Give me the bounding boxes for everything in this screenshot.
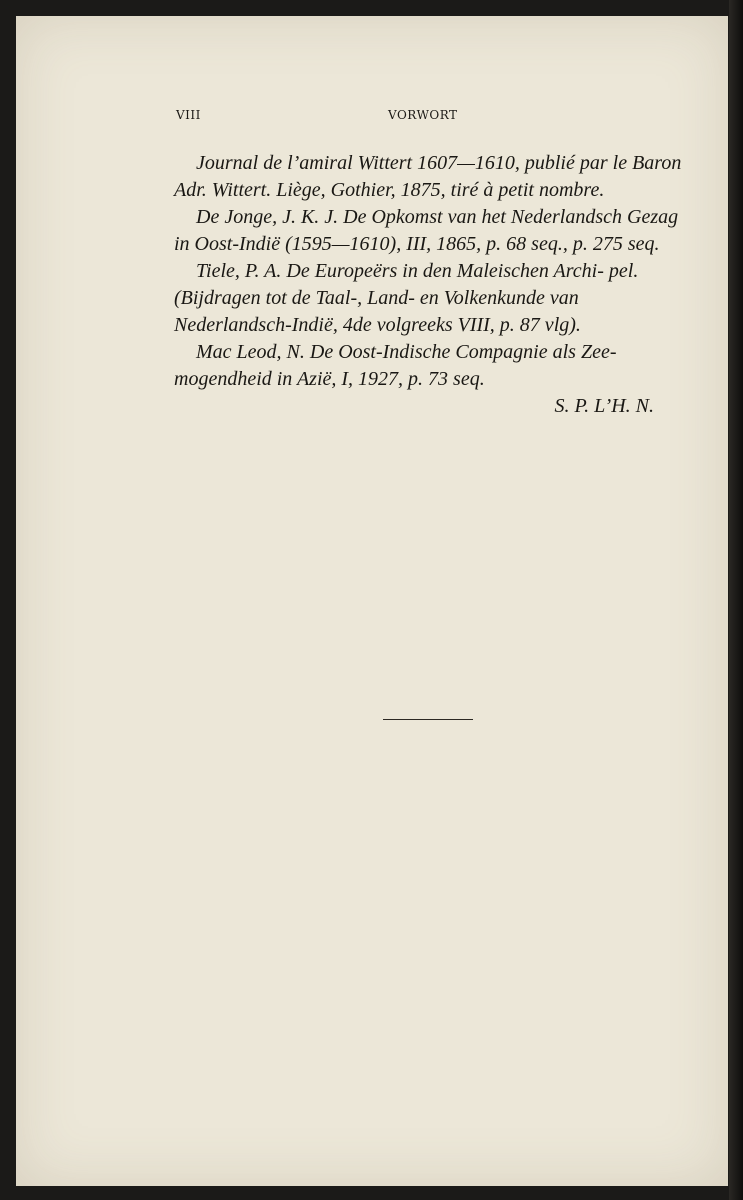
bibliography-entry: Journal de l’amiral Wittert 1607—1610, publié par le Baron Adr. Wittert. Liège, Gothier, 1875, tiré à petit nombre. (174, 152, 682, 201)
page-header (176, 108, 464, 128)
bibliography-block (174, 150, 684, 440)
page-number: VIII (176, 108, 201, 122)
bibliography-entry: Tiele, P. A. De Europeërs in den Maleischen Archi- pel. (Bijdragen tot de Taal-, Land- en Volkenkunde van Nederlandsch-Indië, 4de volgreeks VIII, p. 87 vlg). (174, 260, 639, 336)
section-divider (383, 719, 473, 720)
running-title: VORWORT (388, 108, 458, 122)
bibliography-entry: Mac Leod, N. De Oost-Indische Compagnie als Zee- mogendheid in Azië, I, 1927, p. 73 seq. (174, 341, 617, 390)
bibliography-entry: De Jonge, J. K. J. De Opkomst van het Nederlandsch Gezag in Oost-Indië (1595—1610), III, 1865, p. 68 seq., p. 275 seq. (174, 206, 679, 255)
author-initials: S. P. L’H. N. (554, 395, 654, 417)
page-edge-shadow (729, 0, 743, 1200)
